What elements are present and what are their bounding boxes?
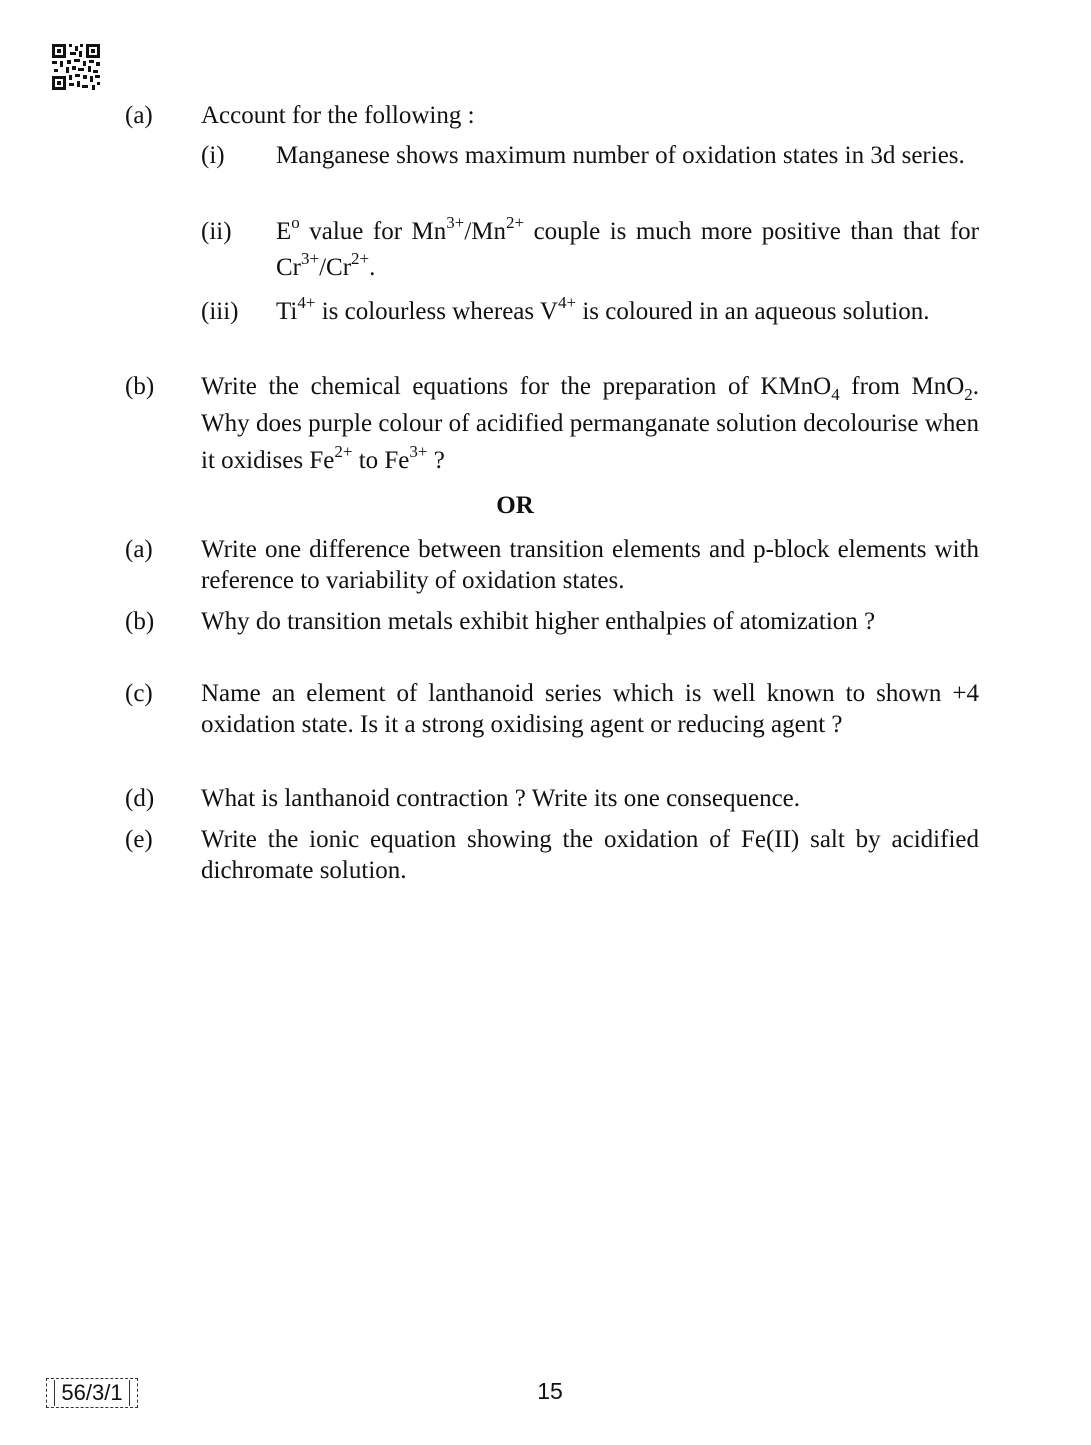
- text-span: couple is much more positive than that for Cr: [276, 218, 979, 281]
- q2-d-label: (d): [125, 785, 155, 812]
- page-number: 15: [537, 1378, 563, 1404]
- q2-a-label: (a): [125, 536, 153, 563]
- q2-c-label: (c): [125, 680, 153, 707]
- qr-code: [52, 44, 100, 90]
- q1-a-iii-label: (iii): [201, 298, 239, 325]
- text-span: ?: [427, 447, 445, 474]
- text-span: Write the chemical equations for the preparation of KMnO: [201, 373, 832, 400]
- subscript: 4: [831, 385, 840, 404]
- paper-code: 56/3/1: [54, 1380, 129, 1406]
- superscript: 3+: [409, 441, 428, 461]
- superscript: 3+: [446, 212, 465, 232]
- superscript: 3+: [301, 248, 320, 268]
- superscript: 4+: [297, 292, 316, 312]
- q2-c-text: Name an element of lanthanoid series which is well known to shown +4 oxidation state. Is it a strong oxidising agent or reducing agent ?: [201, 680, 979, 738]
- q1-a-ii-text: [276, 214, 979, 286]
- q1-a-text: Account for the following :: [201, 102, 475, 129]
- text-span: /Mn: [464, 218, 507, 245]
- superscript: 2+: [506, 212, 525, 232]
- q1-b-text: [201, 368, 979, 479]
- q1-b-label: (b): [125, 373, 155, 400]
- text-span: .: [369, 254, 376, 281]
- q1-a-i-label: (i): [201, 142, 225, 169]
- text-span: /Cr: [319, 254, 352, 281]
- q1-a-iii-text: [276, 292, 979, 327]
- text-span: value for Mn: [299, 218, 447, 245]
- text-span: Ti: [276, 298, 298, 325]
- q2-e-label: (e): [125, 826, 153, 853]
- q2-b-label: (b): [125, 608, 155, 635]
- text-span: . Why does purple colour of acidified permanganate solution decolourise when it oxidises Fe: [201, 373, 980, 474]
- q1-a-ii-label: (ii): [201, 218, 232, 245]
- paper-code-box: [46, 1378, 138, 1408]
- superscript: o: [291, 212, 300, 232]
- text-span: from MnO: [839, 373, 965, 400]
- text-span: is colourless whereas V: [315, 298, 558, 325]
- or-separator: OR: [496, 492, 534, 519]
- text-span: to Fe: [352, 447, 410, 474]
- q1-a-label: (a): [125, 102, 153, 129]
- superscript: 4+: [557, 292, 577, 312]
- q2-e-text: Write the ionic equation showing the oxidation of Fe(II) salt by acidified dichromate solution.: [201, 826, 979, 884]
- q2-d-text: What is lanthanoid contraction ? Write its one consequence.: [201, 785, 801, 812]
- text-span: E: [276, 218, 292, 245]
- superscript: 2+: [334, 441, 353, 461]
- text-span: is coloured in an aqueous solution.: [576, 298, 930, 325]
- superscript: 2+: [351, 248, 370, 268]
- q2-b-text: Why do transition metals exhibit higher enthalpies of atomization ?: [201, 608, 876, 635]
- q1-a-i-text: Manganese shows maximum number of oxidation states in 3d series.: [276, 142, 965, 169]
- subscript: 2: [964, 385, 973, 404]
- q2-a-text: Write one difference between transition elements and p-block elements with reference to variability of oxidation states.: [201, 536, 979, 594]
